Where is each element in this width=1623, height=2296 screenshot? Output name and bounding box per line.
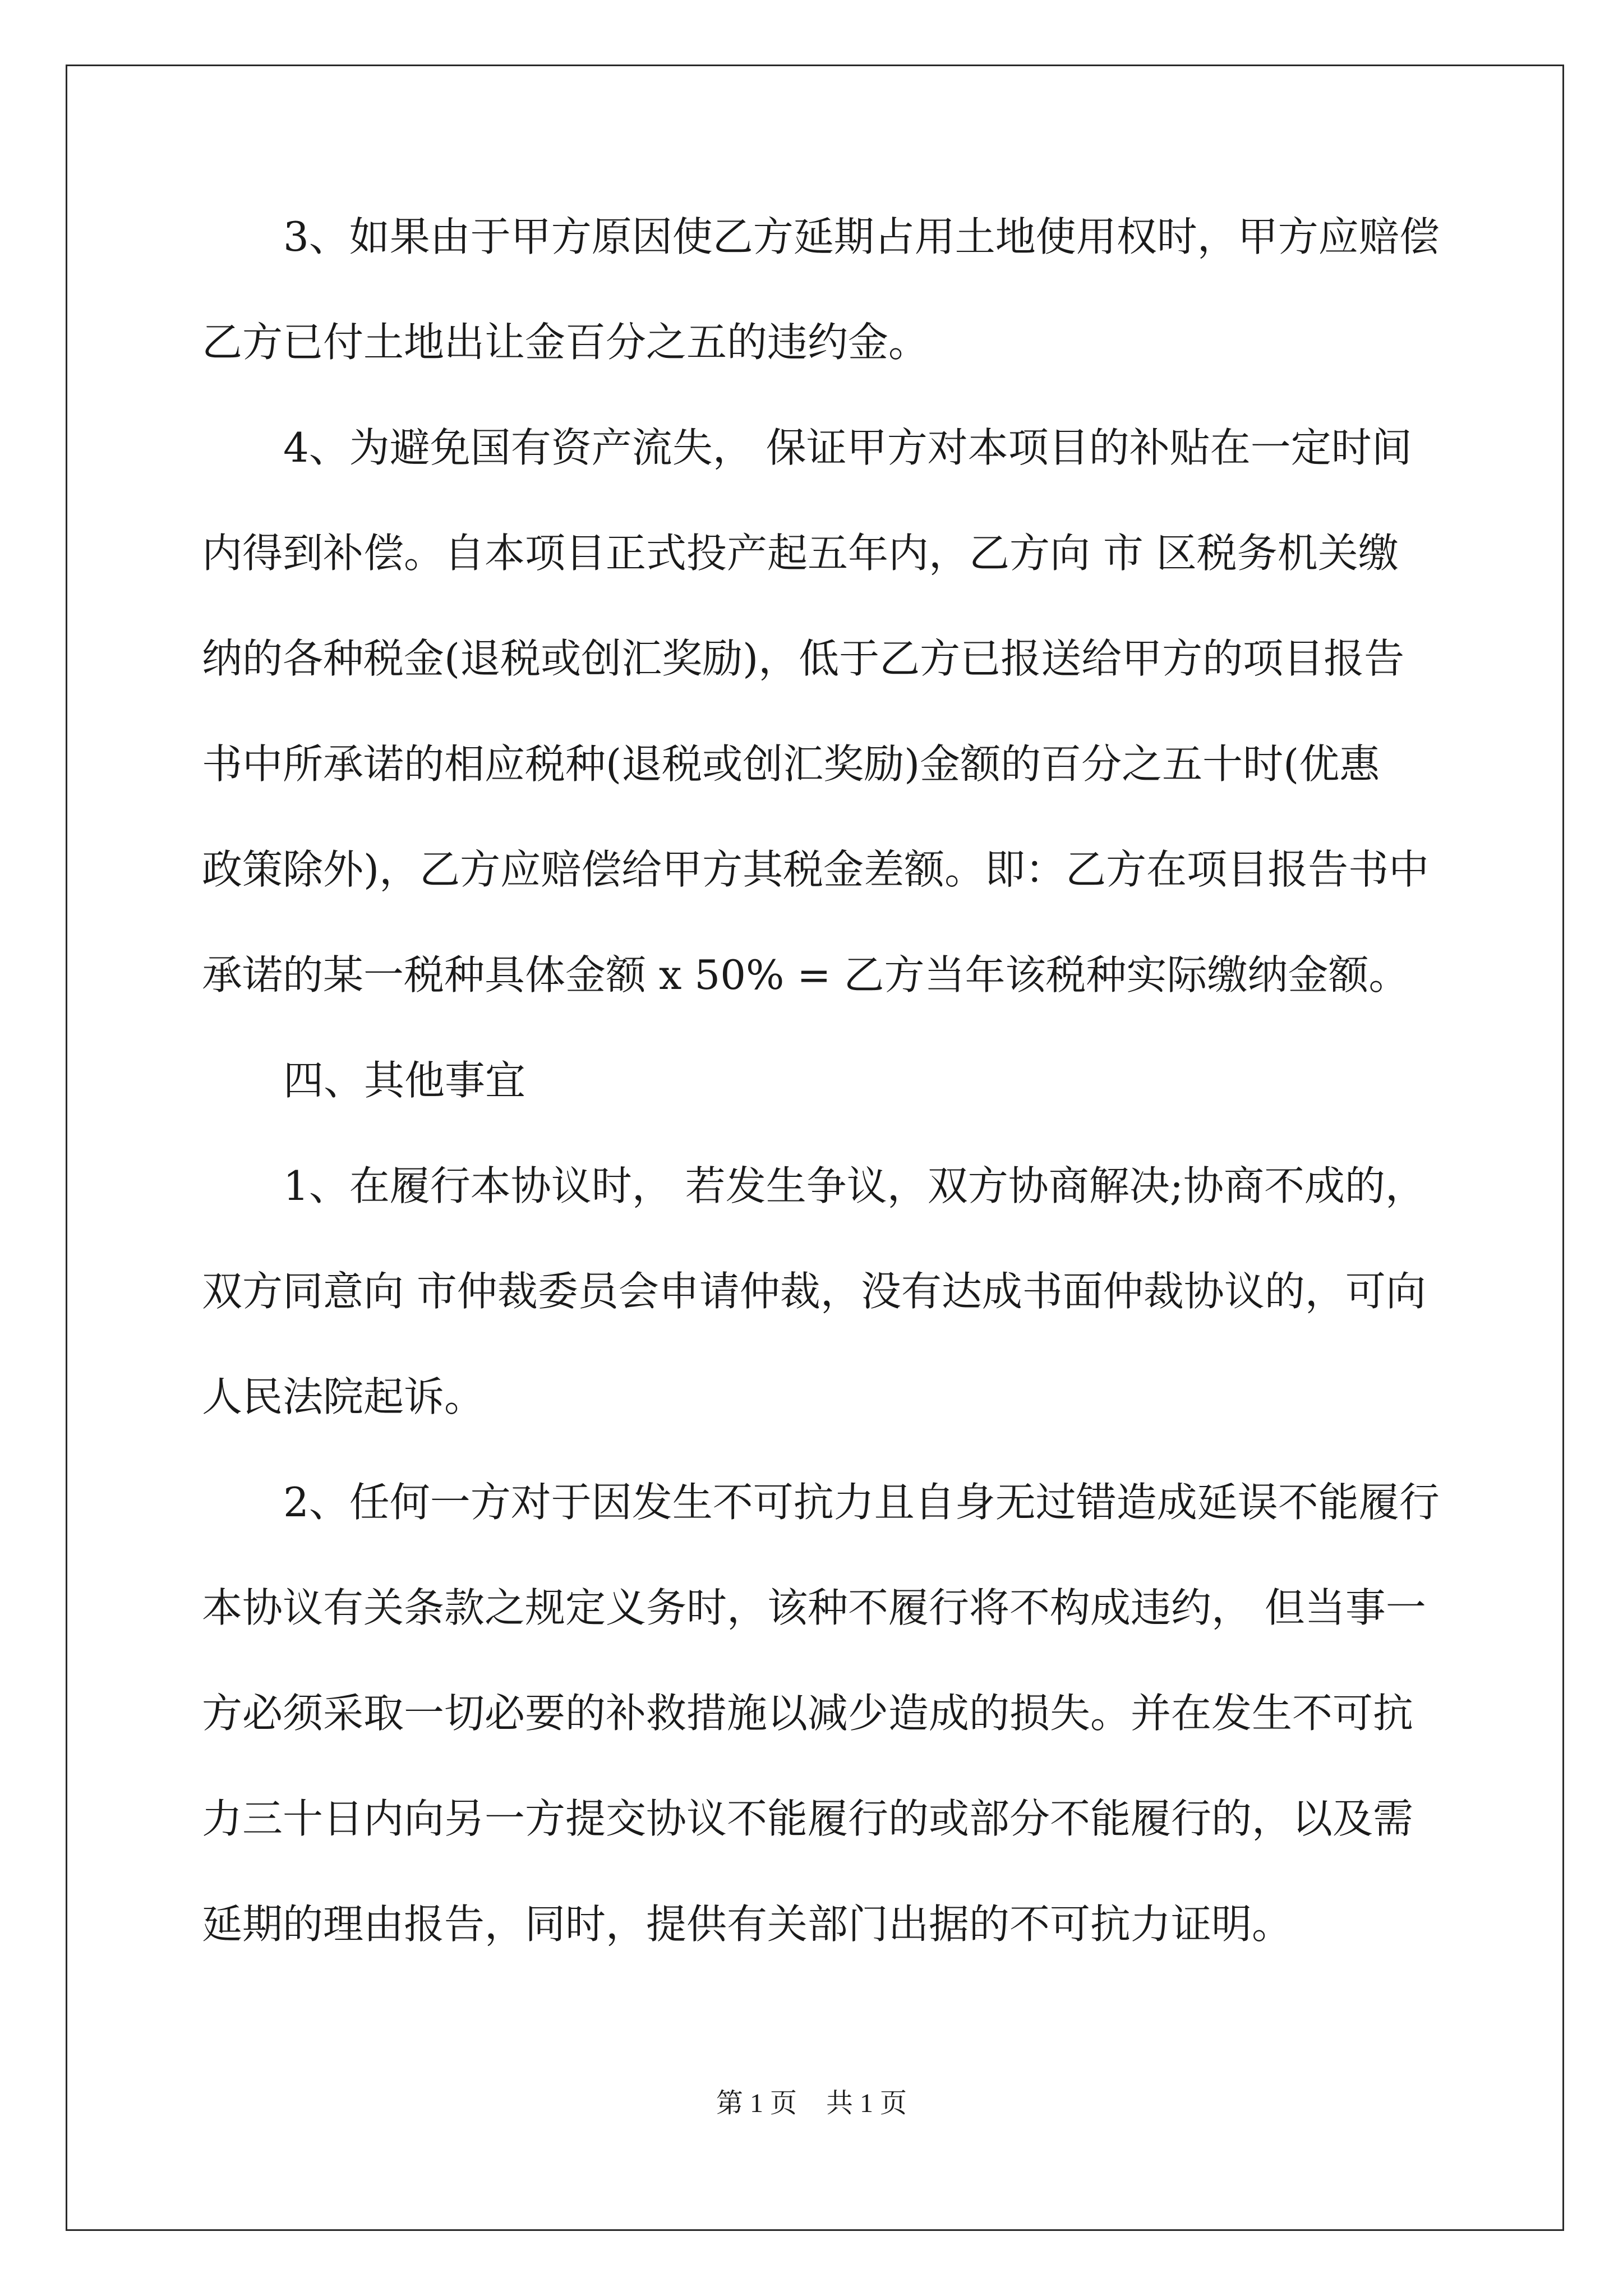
text-line: 人民法院起诉。 bbox=[202, 1373, 485, 1420]
text-line: 承诺的某一税种具体金额 x 50% = 乙方当年该税种实际缴纳金额。 bbox=[202, 951, 1409, 999]
section-heading bbox=[202, 1054, 1436, 1107]
text-line: 3、如果由于甲方原因使乙方延期占用土地使用权时，甲方应赔偿 bbox=[283, 213, 1440, 260]
clause-3-paragraph bbox=[202, 210, 1440, 369]
text-line: 内得到补偿。自本项目正式投产起五年内，乙方向 市 区税务机关缴 bbox=[202, 530, 1399, 577]
text-line: 1、在履行本协议时， 若发生争议，双方协商解决;协商不成的， bbox=[283, 1162, 1426, 1209]
text-line: 2、任何一方对于因发生不可抗力且自身无过错造成延误不能履行 bbox=[283, 1479, 1440, 1526]
text-line: 延期的理由报告，同时，提供有关部门出据的不可抗力证明。 bbox=[202, 1901, 1293, 1948]
section-4-clause-2-paragraph bbox=[202, 1476, 1440, 1950]
page-total: 共 1 页 bbox=[826, 2088, 907, 2118]
page-number: 第 1 页 bbox=[716, 2088, 797, 2118]
section-4-clause-1-paragraph bbox=[202, 1159, 1436, 1423]
text-line: 方必须采取一切必要的补救措施以减少造成的损失。并在发生不可抗 bbox=[202, 1690, 1414, 1737]
text-line: 双方同意向 市仲裁委员会申请仲裁，没有达成书面仲裁协议的，可向 bbox=[202, 1268, 1426, 1315]
section-title: 四、其他事宜 bbox=[283, 1057, 526, 1104]
text-line: 乙方已付土地出让金百分之五的违约金。 bbox=[202, 319, 929, 366]
document-body bbox=[202, 210, 1440, 2003]
page-footer bbox=[0, 2087, 1623, 2120]
text-line: 力三十日内向另一方提交协议不能履行的或部分不能履行的，以及需 bbox=[202, 1795, 1414, 1842]
text-line: 纳的各种税金(退税或创汇奖励)，低于乙方已报送给甲方的项目报告 bbox=[202, 635, 1405, 682]
text-line: 4、为避免国有资产流失， 保证甲方对本项目的补贴在一定时间 bbox=[283, 424, 1412, 471]
text-line: 本协议有关条款之规定义务时，该种不履行将不构成违约， 但当事一 bbox=[202, 1584, 1426, 1631]
text-line: 政策除外)，乙方应赔偿给甲方其税金差额。即：乙方在项目报告书中 bbox=[202, 846, 1430, 893]
clause-4-paragraph bbox=[202, 421, 1436, 1001]
text-line: 书中所承诺的相应税种(退税或创汇奖励)金额的百分之五十时(优惠 bbox=[202, 740, 1380, 788]
